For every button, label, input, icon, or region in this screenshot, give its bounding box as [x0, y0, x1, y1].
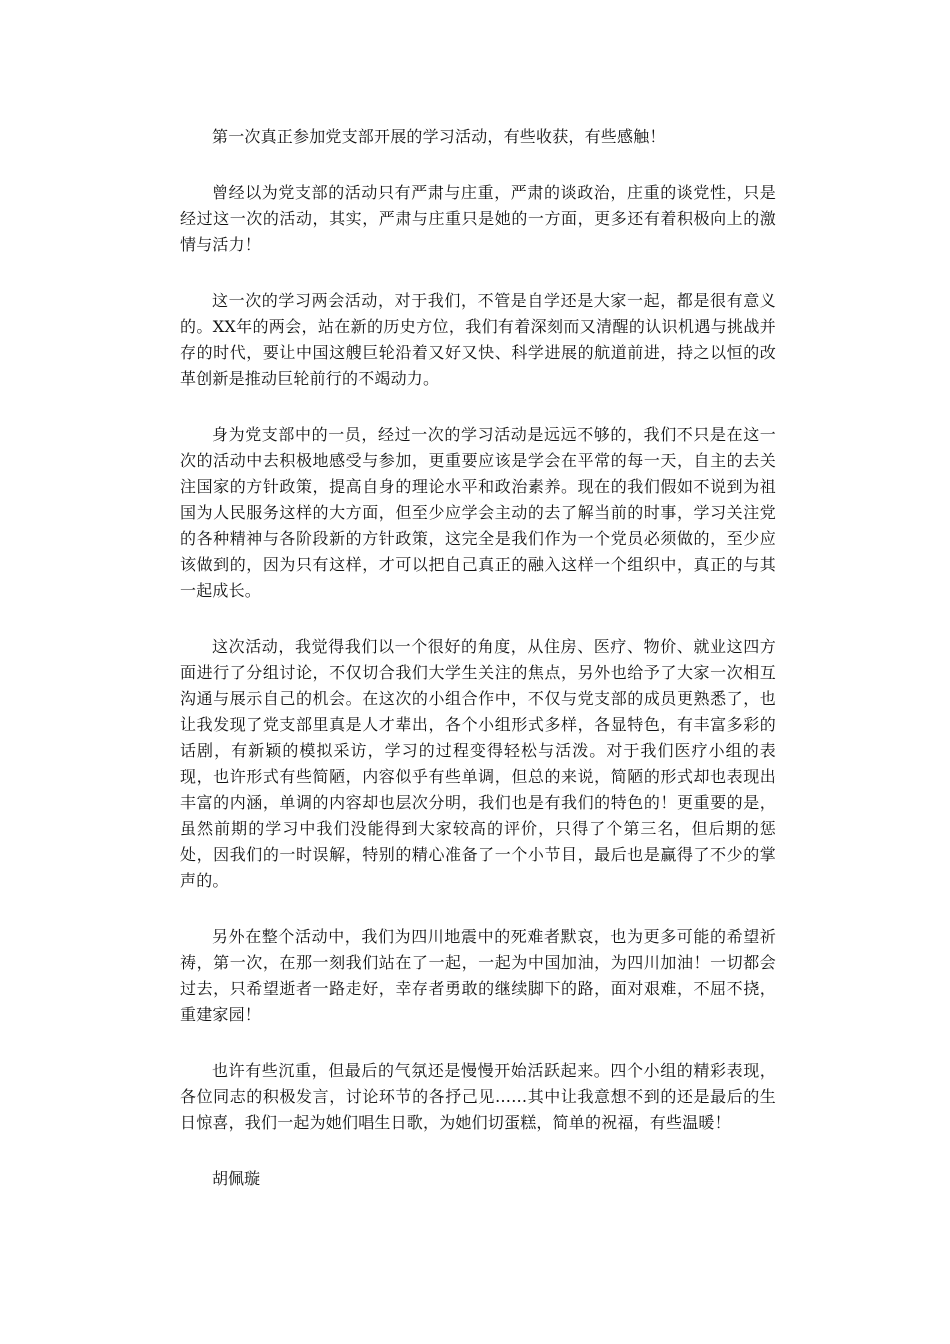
paragraph-1: 第一次真正参加党支部开展的学习活动，有些收获，有些感触！ — [212, 127, 666, 146]
document-body — [180, 124, 776, 1192]
paragraph-3: 这一次的学习两会活动，对于我们，不管是自学还是大家一起，都是很有意义的。XX年的两会，站在新的历史方位，我们有着深刻而又清醒的认识机遇与挑战并存的时代，要让中国这艘巨轮沿着又好又快、科学进展的航道前进，持之以恒的改革创新是推动巨轮前行的不竭动力。 — [180, 291, 776, 388]
paragraph-5: 这次活动，我觉得我们以一个很好的角度，从住房、医疗、物价、就业这四方面进行了分组讨论，不仅切合我们大学生关注的焦点，另外也给予了大家一次相互沟通与展示自己的机会。在这次的小组合作中，不仅与党支部的成员更熟悉了，也让我发现了党支部里真是人才辈出，各个小组形式多样，各显特色，有丰富多彩的话剧，有新颖的模拟采访，学习的过程变得轻松与活泼。对于我们医疗小组的表现，也许形式有些简陋，内容似乎有些单调，但总的来说，简陋的形式却也表现出丰富的内涵，单调的内容却也层次分明，我们也是有我们的特色的！更重要的是，虽然前期的学习中我们没能得到大家较高的评价，只得了个第三名，但后期的惩处，因我们的一时误解，特别的精心准备了一个小节目，最后也是赢得了不少的掌声的。 — [180, 637, 776, 890]
paragraph-6: 另外在整个活动中，我们为四川地震中的死难者默哀，也为更多可能的希望祈祷，第一次，在那一刻我们站在了一起，一起为中国加油，为四川加油！一切都会过去，只希望逝者一路走好，幸存者勇敢的继续脚下的路，面对艰难，不屈不挠，重建家园！ — [180, 927, 776, 1024]
paragraph-7: 也许有些沉重，但最后的气氛还是慢慢开始活跃起来。四个小组的精彩表现，各位同志的积极发言，讨论环节的各抒己见……其中让我意想不到的还是最后的生日惊喜，我们一起为她们唱生日歌，为她们切蛋糕，简单的祝福，有些温暖！ — [180, 1061, 776, 1132]
author-signature: 胡佩璇 — [212, 1169, 261, 1188]
paragraph-4: 身为党支部中的一员，经过一次的学习活动是远远不够的，我们不只是在这一次的活动中去积极地感受与参加，更重要应该是学会在平常的每一天，自主的去关注国家的方针政策，提高自身的理论水平和政治素养。现在的我们假如不说到为祖国为人民服务这样的大方面，但至少应学会主动的去了解当前的时事，学习关注党的各种精神与各阶段新的方针政策，这完全是我们作为一个党员必须做的，至少应该做到的，因为只有这样，才可以把自己真正的融入这样一个组织中，真正的与其一起成长。 — [180, 425, 776, 600]
paragraph-2: 曾经以为党支部的活动只有严肃与庄重，严肃的谈政治，庄重的谈党性，只是经过这一次的活动，其实，严肃与庄重只是她的一方面，更多还有着积极向上的激情与活力！ — [180, 183, 776, 254]
